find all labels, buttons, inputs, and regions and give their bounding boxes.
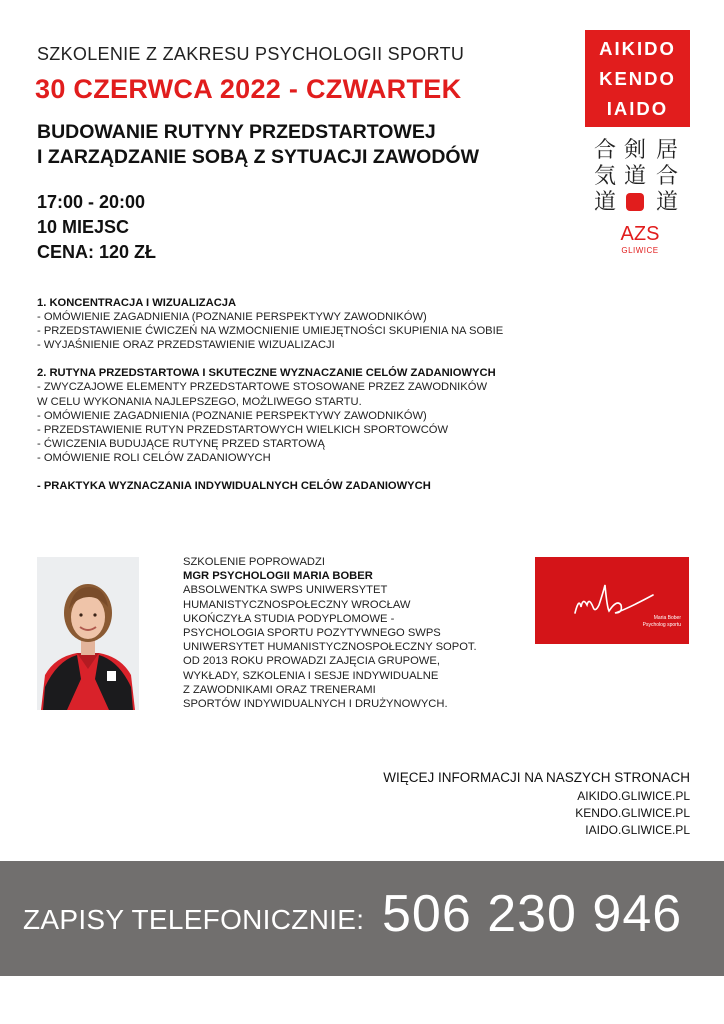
- portrait-image: [37, 557, 139, 710]
- azs-label: AZS: [620, 223, 660, 245]
- kanji-char: 道: [593, 190, 616, 215]
- list-item: - ZWYCZAJOWE ELEMENTY PRZEDSTARTOWE STOSOWANE PRZEZ ZAWODNIKÓW: [37, 381, 488, 394]
- bio-line: Z ZAWODNIKAMI ORAZ TRENERAMI: [183, 683, 376, 696]
- kanji-aikido: [592, 138, 618, 216]
- kanji-char: 居: [655, 138, 678, 163]
- event-info: [37, 190, 156, 265]
- kanji-char: 道: [623, 164, 646, 189]
- kanji-char: 気: [593, 164, 616, 189]
- headline-line-1: BUDOWANIE RUTYNY PRZEDSTARTOWEJ: [37, 121, 436, 143]
- bio-line: SPORTÓW INDYWIDUALNYCH I DRUŻYNOWYCH.: [183, 698, 448, 711]
- kanji-char: 合: [655, 164, 678, 189]
- logo-line-aikido: AIKIDO: [599, 38, 676, 59]
- bio-line: HUMANISTYCZNOSPOŁECZNY WROCŁAW: [183, 598, 411, 611]
- event-time: 17:00 - 20:00: [37, 192, 146, 212]
- event-date: 30 CZERWCA 2022 - CZWARTEK: [35, 74, 462, 104]
- logo-line-iaido: IAIDO: [606, 98, 669, 119]
- more-info: [330, 768, 690, 839]
- brand-card-caption: [643, 615, 681, 629]
- list-item: - OMÓWIENIE ZAGADNIENIA (POZNANIE PERSPEKTYWY ZAWODNIKÓW): [37, 311, 427, 324]
- list-item: - PRZEDSTAWIENIE ĆWICZEŃ NA WZMOCNIENIE UMIEJĘTNOŚCI SKUPIENIA NA SOBIE: [37, 325, 504, 338]
- club-logo: [585, 30, 690, 127]
- event-headline: [37, 120, 479, 170]
- trainer-info: [183, 555, 477, 711]
- kanji-kendo: [622, 138, 648, 190]
- bio-line: ABSOLWENTKA SWPS UNIWERSYTET: [183, 584, 388, 597]
- kanji-char: 道: [655, 190, 678, 215]
- signup-label: ZAPISY TELEFONICZNIE:: [23, 904, 365, 935]
- kanji-char: 合: [593, 138, 616, 163]
- website-link-aikido[interactable]: AIKIDO.GLIWICE.PL: [577, 789, 690, 803]
- brand-card-name: Maria Bober: [653, 615, 681, 621]
- section-1-title: 1. KONCENTRACJA I WIZUALIZACJA: [37, 297, 237, 309]
- practice-item: - PRAKTYKA WYZNACZANIA INDYWIDUALNYCH CELÓW ZADANIOWYCH: [37, 480, 431, 493]
- logo-red-dot: [626, 193, 644, 211]
- list-item: - OMÓWIENIE ROLI CELÓW ZADANIOWYCH: [37, 451, 271, 464]
- event-price: CENA: 120 ZŁ: [37, 242, 157, 262]
- bio-line: WYKŁADY, SZKOLENIA I SESJE INDYWIDUALNE: [183, 669, 439, 682]
- list-item: - ĆWICZENIA BUDUJĄCE RUTYNĘ PRZED STARTOWĄ: [37, 437, 325, 450]
- bio-line: UNIWERSYTET HUMANISTYCZNOSPOŁECZNY SOPOT.: [183, 641, 477, 654]
- phone-number[interactable]: 506 230 946: [382, 885, 683, 943]
- list-item: - PRZEDSTAWIENIE RUTYN PRZEDSTARTOWYCH WIELKICH SPORTOWCÓW: [37, 423, 449, 436]
- kanji-iaido: [654, 138, 680, 216]
- website-link-kendo[interactable]: KENDO.GLIWICE.PL: [575, 806, 690, 820]
- mb-monogram-icon: [535, 557, 689, 644]
- bio-line: UKOŃCZYŁA STUDIA PODYPLOMOWE -: [183, 612, 395, 625]
- logo-line-kendo: KENDO: [599, 68, 676, 89]
- trainer-brand-card: [535, 557, 689, 644]
- brand-card-role: Psycholog sportu: [642, 622, 681, 628]
- trainer-intro: SZKOLENIE POPROWADZI: [183, 556, 325, 568]
- bio-line: OD 2013 ROKU PROWADZI ZAJĘCIA GRUPOWE,: [183, 655, 440, 668]
- kanji-char: 剣: [623, 138, 646, 163]
- list-item: - OMÓWIENIE ZAGADNIENIA (POZNANIE PERSPEKTYWY ZAWODNIKÓW): [37, 409, 427, 422]
- list-item: W CELU WYKONANIA NAJLEPSZEGO, MOŻLIWEGO STARTU.: [37, 395, 362, 408]
- event-subtitle: SZKOLENIE Z ZAKRESU PSYCHOLOGII SPORTU: [37, 44, 465, 64]
- bio-line: PSYCHOLOGIA SPORTU POZYTYWNEGO SWPS: [183, 627, 441, 640]
- trainer-photo: [37, 557, 139, 710]
- city-label: GLIWICE: [621, 246, 659, 255]
- event-places: 10 MIEJSC: [37, 217, 130, 237]
- more-info-title: WIĘCEJ INFORMACJI NA NASZYCH STRONACH: [383, 770, 690, 785]
- program: [37, 296, 503, 493]
- trainer-name: MGR PSYCHOLOGII MARIA BOBER: [183, 570, 373, 583]
- list-item: - WYJAŚNIENIE ORAZ PRZEDSTAWIENIE WIZUALIZACJI: [37, 339, 335, 352]
- website-link-iaido[interactable]: IAIDO.GLIWICE.PL: [585, 823, 690, 837]
- headline-line-2: I ZARZĄDZANIE SOBĄ Z SYTUACJI ZAWODÓW: [37, 146, 479, 168]
- section-2-title: 2. RUTYNA PRZEDSTARTOWA I SKUTECZNE WYZNACZANIE CELÓW ZADANIOWYCH: [37, 367, 496, 380]
